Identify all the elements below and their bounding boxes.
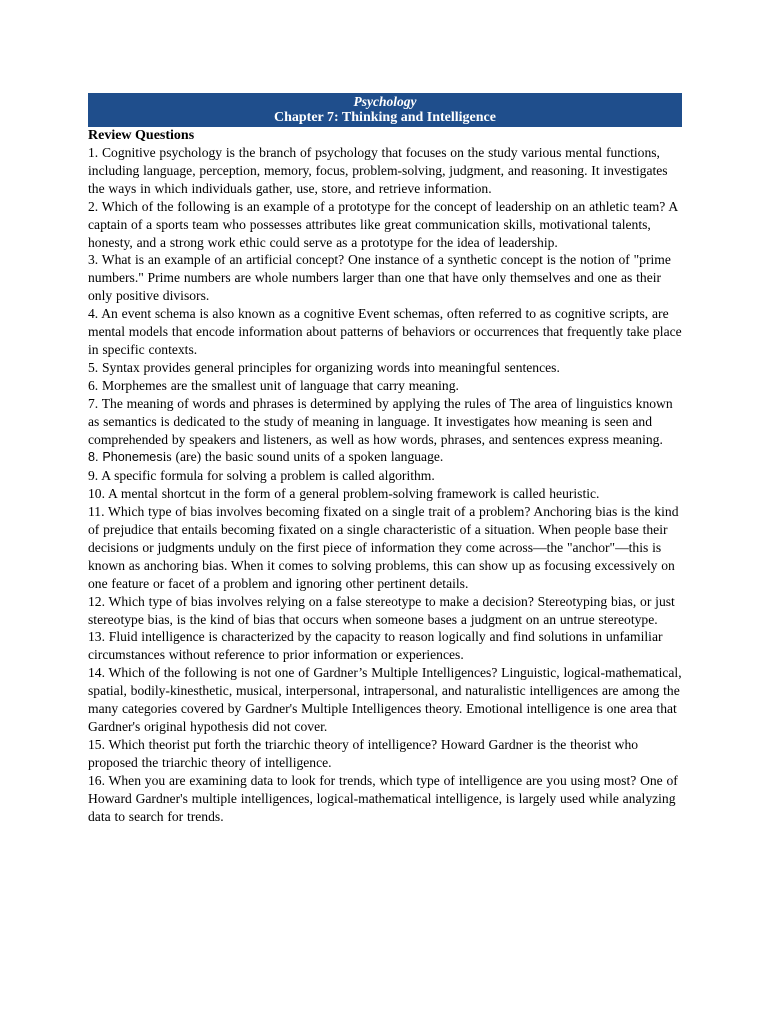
question-item: 13. Fluid intelligence is characterized by the capacity to reason logically and find solutions in unfamiliar circumstances without reference to prior information or experiences. [88, 629, 663, 663]
question-item: 14. Which of the following is not one of Gardner’s Multiple Intelligences? Linguistic, logical-mathematical, spatial, bodily-kinesthetic, musical, interpersonal, intrapersonal, and naturalistic intelligences are among the many categories covered by Gardner's Multiple Intelligences theory. Emotional intelligence is one area that Gardner's original hypothesis did not cover. [88, 665, 682, 734]
question-item [88, 448, 682, 467]
question-item: 7. The meaning of words and phrases is determined by applying the rules of The area of linguistics known as semantics is dedicated to the study of meaning in language. It investigates how meaning is seen and comprehended by speakers and listeners, as well as how words, phrases, and sentences express meaning. [88, 395, 673, 447]
question-item: 6. Morphemes are the smallest unit of language that carry meaning. [88, 377, 459, 393]
question-item: 16. When you are examining data to look for trends, which type of intelligence are you using most? One of Howard Gardner's multiple intelligences, logical-mathematical intelligence, is largely used while analyzing data to search for trends. [88, 772, 678, 824]
question-prefix: 8. Phonemes [88, 450, 163, 465]
question-item: 4. An event schema is also known as a cognitive Event schemas, often referred to as cognitive scripts, are mental models that encode information about patterns of behaviors or occurrences that frequently take place in specific contexts. [88, 306, 682, 357]
question-item: 1. Cognitive psychology is the branch of psychology that focuses on the study various mental functions, including language, perception, memory, focus, problem-solving, judgment, and reasoning. It investigates the ways in which individuals gather, use, store, and retrieve information. [88, 145, 668, 196]
chapter-title: Chapter 7: Thinking and Intelligence [274, 110, 496, 125]
question-item: 5. Syntax provides general principles for organizing words into meaningful sentences. [88, 359, 560, 375]
question-item: 9. A specific formula for solving a problem is called algorithm. [88, 468, 435, 484]
subject-title: Psychology [353, 94, 417, 109]
question-item: 2. Which of the following is an example of a prototype for the concept of leadership on an athletic team? A captain of a sports team who possesses attributes like great communication skills, motivational talents, honesty, and a strong work ethic could serve as a prototype for the idea of leadership. [88, 198, 678, 250]
question-text: is (are) the basic sound units of a spoken language. [162, 449, 444, 465]
question-item: 11. Which type of bias involves becoming fixated on a single trait of a problem? Anchoring bias is the kind of prejudice that entails becoming fixated on a single characteristic of a situation. When people base their decisions or judgments unduly on the first piece of information they come across—the "anchor"—this is known as anchoring bias. When it comes to solving problems, this can show up as focusing excessively on one feature or facet of a problem and ignoring other pertinent details. [88, 504, 679, 591]
section-heading: Review Questions [88, 128, 195, 143]
question-item: 12. Which type of bias involves relying on a false stereotype to make a decision? Stereotyping bias, or just stereotype bias, is the kind of bias that occurs when someone bases a judgment on an untrue stereotype. [88, 593, 675, 627]
question-item: 10. A mental shortcut in the form of a general problem-solving framework is called heuristic. [88, 486, 600, 502]
document-page [88, 93, 682, 825]
question-item: 15. Which theorist put forth the triarchic theory of intelligence? Howard Gardner is the theorist who proposed the triarchic theory of intelligence. [88, 736, 639, 770]
question-item: 3. What is an example of an artificial concept? One instance of a synthetic concept is the notion of "prime numbers." Prime numbers are whole numbers larger than one that have only themselves and one as their only positive divisors. [88, 252, 671, 304]
review-questions-list [88, 144, 682, 825]
title-banner [88, 93, 682, 127]
